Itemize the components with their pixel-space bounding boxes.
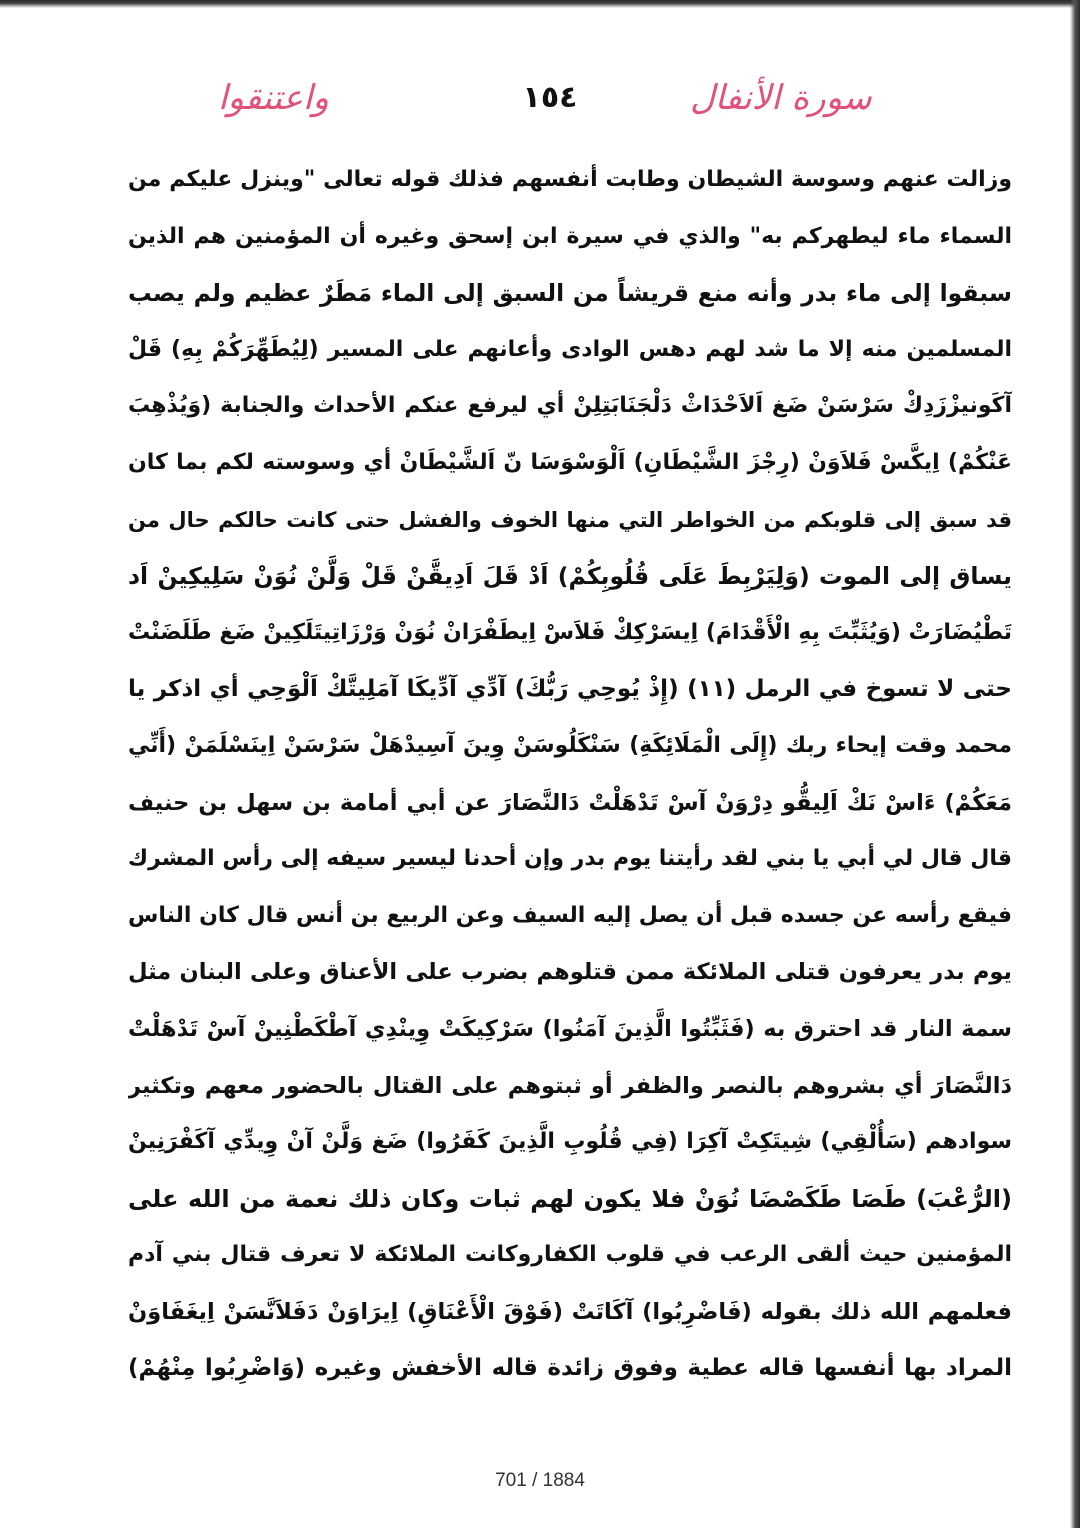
text-line: سبقوا إلى ماء بدر وأنه منع قريشاً من السبق إلى الماء مَطَرٌ عظيم ولم يصب bbox=[128, 279, 1012, 308]
page-header bbox=[0, 72, 1080, 132]
text-line: سوادهم (سَأُلْقِي) شِيتَكِتْ آكِرَا (فِي قُلُوبِ الَّذِينَ كَفَرُوا) ضَغ وَلَّنْ آنْ وِيدِّي آكَفْرَنِينْ bbox=[128, 1129, 1012, 1155]
text-line: محمد وقت إيحاء ربك (إِلَى الْمَلَائِكَةِ) سَنْكَلُوسَنْ وِينَ آسِيدْهَلْ سَرْسَنْ اِينَسْلَمَنْ (أَنِّي bbox=[128, 732, 1012, 758]
text-line: فيقع رأسه عن جسده قبل أن يصل إليه السيف وعن الربيع بن أنس قال كان الناس bbox=[128, 902, 1012, 928]
text-line: حتى لا تسوخ في الرمل (١١) (إِذْ يُوحِي رَبُّكَ) آدِّي آدِّيكَا آمَلِيتَّكْ اَلْوَحِي أي اذكر يا bbox=[128, 676, 1012, 703]
text-line: سمة النار قد احترق به (فَثَبِّتُوا الَّذِينَ آمَنُوا) سَرْكِيكَتْ وِينْدِي آطْكَطْنِينْ آسْ تَدْهَلْتْ bbox=[128, 1015, 1012, 1042]
page-number: ١٥٤ bbox=[522, 80, 578, 115]
handwritten-note-left: واعتنقوا bbox=[218, 78, 329, 118]
text-line: يوم بدر يعرفون قتلى الملائكة ممن قتلوهم بضرب على الأعناق وعلى البنان مثل bbox=[128, 959, 1012, 986]
text-line: يساق إلى الموت (وَلِيَرْبِطَ عَلَى قُلُوبِكُمْ) اَدْ قَلَ اَدِيقَّنْ قَلْ وَلَّنْ نُوَنْ سَلِيكِينْ اَد bbox=[128, 562, 1012, 591]
text-line: (الرُّعْبَ) طَصَا طَكَصْضَا نُوَنْ فلا يكون لهم ثبات وكان ذلك نعمة من الله على bbox=[128, 1184, 1012, 1213]
text-line: عَنْكُمْ) اِيكَّسْ فَلاَوَنْ (رِجْزَ الشَّيْطَانِ) اَلْوَسْوَسَا نّ اَلشَّيْطَانْ أي وسوسته لكم بما كان bbox=[128, 449, 1012, 475]
text-line: المراد بها أنفسها قاله عطية وفوق زائدة قاله الأخفش وغيره (وَاضْرِبُوا مِنْهُمْ) bbox=[128, 1355, 1012, 1382]
text-line: آكَونيزْزَدِكْ سَرْسَنْ ضَغ اَلاَحْدَاثْ دَلْجَنَابَتِلِنْ أي ليرفع عنكم الأحداث والجنابة (وَيُذْهِبَ bbox=[128, 393, 1012, 419]
text-line: وزالت عنهم وسوسة الشيطان وطابت أنفسهم فذلك قوله تعالى "وينزل عليكم من bbox=[128, 167, 1012, 192]
scan-top-edge bbox=[0, 0, 1080, 8]
text-line: السماء ماء ليطهركم به" والذي في سيرة ابن إسحق وغيره أن المؤمنين هم الذين bbox=[128, 223, 1012, 249]
page-indicator: 701 / 1884 bbox=[495, 1470, 585, 1491]
text-line: قال قال لي أبي يا بني لقد رأيتنا يوم بدر وإن أحدنا ليسير سيفه إلى رأس المشرك bbox=[128, 846, 1012, 872]
text-line: المسلمين منه إلا ما شد لهم دهس الوادى وأعانهم على المسير (لِيُطَهِّرَكُمْ بِهِ) قَلْ bbox=[128, 336, 1012, 362]
scan-right-edge bbox=[1070, 0, 1080, 1528]
text-line: تَطْيُضَارَتْ (وَيُثَبِّتَ بِهِ الْأَقْدَامَ) اِيسَرْكِكْ فَلاَسْ اِيطَفْرَانْ نُوَنْ وَرْزَاتِيتَلَكِينْ ضَغ طَلَضَنْتْ bbox=[128, 619, 1012, 645]
text-line: مَعَكُمْ) ءَاسْ نَكْ اَلِيقُّو دِرْوَنْ آسْ تَدْهَلْتْ دَالنَّصَارَ عن أبي أمامة بن سهل بن حنيف bbox=[128, 789, 1012, 816]
text-line: فعلمهم الله ذلك بقوله (فَاضْرِبُوا) آكَاتَتْ (فَوْقَ الْأَعْنَاقِ) اِيرَاوَنْ دَفَلاَنَّسَنْ اِيغَفَاوَنْ bbox=[128, 1298, 1012, 1325]
text-line: دَالنَّصَارَ أي بشروهم بالنصر والظفر أو ثبتوهم على القتال بالحضور معهم وتكثير bbox=[128, 1072, 1012, 1099]
text-line: قد سبق إلى قلوبكم من الخواطر التي منها الخوف والفشل حتى كانت حالكم حال من bbox=[128, 507, 1012, 532]
text-line: المؤمنين حيث ألقى الرعب في قلوب الكفاروكانت الملائكة لا تعرف قتال بني آدم bbox=[128, 1242, 1012, 1268]
handwritten-surah-title: سورة الأنفال bbox=[690, 78, 872, 118]
body-text bbox=[128, 152, 1012, 1397]
